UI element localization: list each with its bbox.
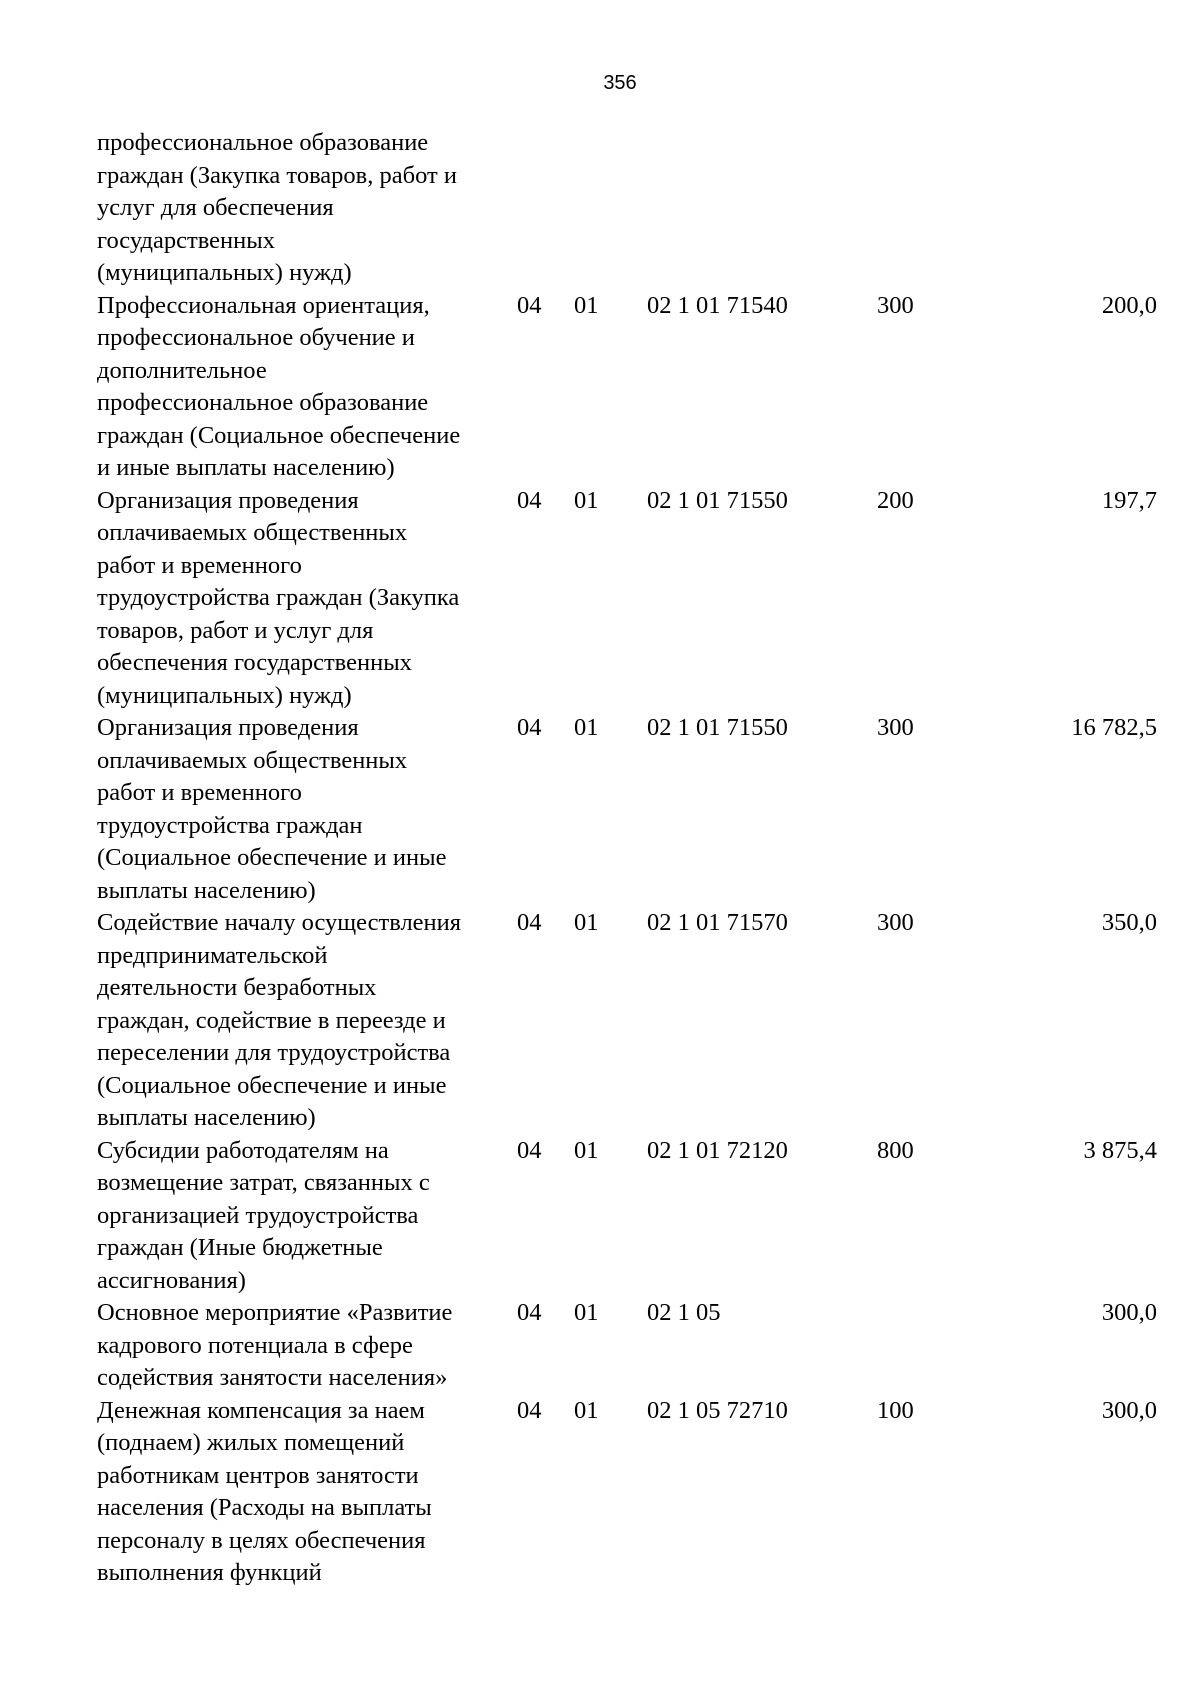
description-line: обеспечения государственных: [97, 649, 412, 676]
table-row: [97, 1297, 1157, 1395]
description-line: выплаты населению): [97, 876, 316, 904]
expense-type-code: 100: [877, 1396, 914, 1424]
description-line: услуг для обеспечения: [97, 194, 334, 221]
description-line: кадрового потенциала в сфере: [97, 1331, 413, 1359]
subsection-code: 01: [574, 1396, 599, 1424]
description-line: профессиональное образование: [97, 389, 429, 416]
row-description: [97, 1395, 517, 1590]
row-description: [97, 1135, 517, 1298]
description-line: предпринимательской: [97, 941, 328, 969]
description-line: трудоустройства граждан (Закупка: [97, 584, 460, 611]
section-code: 04: [517, 1299, 542, 1326]
expense-type-code: 300: [877, 909, 914, 936]
description-line: (поднаем) жилых помещений: [97, 1429, 405, 1456]
row-description: [97, 1297, 517, 1395]
description-line: (Социальное обеспечение и иные: [97, 844, 447, 871]
description-line: содействия занятости населения»: [97, 1364, 448, 1391]
row-description: [97, 127, 517, 290]
section-code: 04: [517, 1136, 542, 1164]
table-row: [97, 485, 1157, 713]
amount: 3 875,4: [1083, 1136, 1157, 1164]
description-line: граждан, содействие в переезде и: [97, 1006, 446, 1034]
table-row: [97, 1395, 1157, 1590]
description-line: Содействие началу осуществления: [97, 909, 462, 936]
description-line: ассигнования): [97, 1266, 246, 1294]
description-line: дополнительное: [97, 356, 267, 384]
target-item-code: 02 1 05: [647, 1299, 721, 1326]
description-line: возмещение затрат, связанных с: [97, 1169, 430, 1196]
table-row: [97, 1135, 1157, 1298]
amount: 16 782,5: [1071, 714, 1157, 741]
target-item-code: 02 1 01 71570: [647, 909, 788, 936]
section-code: 04: [517, 714, 542, 741]
section-code: 04: [517, 291, 542, 319]
table-row: [97, 127, 1157, 290]
description-line: оплачиваемых общественных: [97, 519, 408, 546]
description-line: профессиональное образование: [97, 129, 429, 156]
subsection-code: 01: [574, 1299, 599, 1326]
description-line: работ и временного: [97, 551, 302, 579]
description-line: Денежная компенсация за наем: [97, 1396, 425, 1424]
section-code: 04: [517, 1396, 542, 1424]
subsection-code: 01: [574, 291, 599, 319]
description-line: населения (Расходы на выплаты: [97, 1494, 432, 1521]
description-line: (муниципальных) нужд): [97, 259, 352, 286]
description-line: организацией трудоустройства: [97, 1201, 419, 1229]
description-line: и иные выплаты населению): [97, 454, 395, 481]
description-line: товаров, работ и услуг для: [97, 616, 374, 644]
target-item-code: 02 1 05 72710: [647, 1396, 788, 1424]
description-line: работникам центров занятости: [97, 1461, 419, 1489]
description-line: граждан (Иные бюджетные: [97, 1234, 383, 1261]
description-line: (муниципальных) нужд): [97, 681, 352, 709]
description-line: государственных: [97, 226, 275, 254]
description-line: деятельности безработных: [97, 974, 377, 1001]
amount: 300,0: [1101, 1299, 1157, 1326]
description-line: профессиональное обучение и: [97, 324, 415, 351]
target-item-code: 02 1 01 71540: [647, 291, 788, 319]
target-item-code: 02 1 01 71550: [647, 714, 788, 741]
description-line: персоналу в целях обеспечения: [97, 1526, 426, 1554]
table-row: [97, 907, 1157, 1135]
description-line: выполнения функций: [97, 1559, 322, 1586]
budget-table: [97, 127, 1157, 1590]
target-item-code: 02 1 01 72120: [647, 1136, 788, 1164]
subsection-code: 01: [574, 486, 599, 514]
row-description: [97, 290, 517, 485]
amount: 197,7: [1101, 486, 1157, 514]
amount: 200,0: [1101, 291, 1157, 319]
target-item-code: 02 1 01 71550: [647, 486, 788, 514]
description-line: трудоустройства граждан: [97, 811, 363, 839]
description-line: переселении для трудоустройства: [97, 1039, 451, 1066]
description-line: (Социальное обеспечение и иные: [97, 1071, 447, 1099]
expense-type-code: 300: [877, 291, 914, 319]
subsection-code: 01: [574, 909, 599, 936]
expense-type-code: 200: [877, 486, 914, 514]
subsection-code: 01: [574, 714, 599, 741]
description-line: Организация проведения: [97, 714, 359, 741]
description-line: граждан (Социальное обеспечение: [97, 421, 461, 449]
subsection-code: 01: [574, 1136, 599, 1164]
table-row: [97, 712, 1157, 907]
amount: 300,0: [1101, 1396, 1157, 1424]
description-line: работ и временного: [97, 779, 302, 806]
description-line: выплаты населению): [97, 1104, 316, 1131]
expense-type-code: 800: [877, 1136, 914, 1164]
description-line: граждан (Закупка товаров, работ и: [97, 161, 457, 189]
row-description: [97, 712, 517, 907]
section-code: 04: [517, 909, 542, 936]
page-number: 356: [603, 72, 637, 94]
description-line: Основное мероприятие «Развитие: [97, 1299, 453, 1326]
expense-type-code: 300: [877, 714, 914, 741]
section-code: 04: [517, 486, 542, 514]
amount: 350,0: [1101, 909, 1157, 936]
description-line: Профессиональная ориентация,: [97, 291, 430, 319]
row-description: [97, 485, 517, 713]
description-line: Организация проведения: [97, 486, 359, 514]
description-line: Субсидии работодателям на: [97, 1136, 389, 1164]
row-description: [97, 907, 517, 1135]
description-line: оплачиваемых общественных: [97, 746, 408, 774]
table-row: [97, 290, 1157, 485]
